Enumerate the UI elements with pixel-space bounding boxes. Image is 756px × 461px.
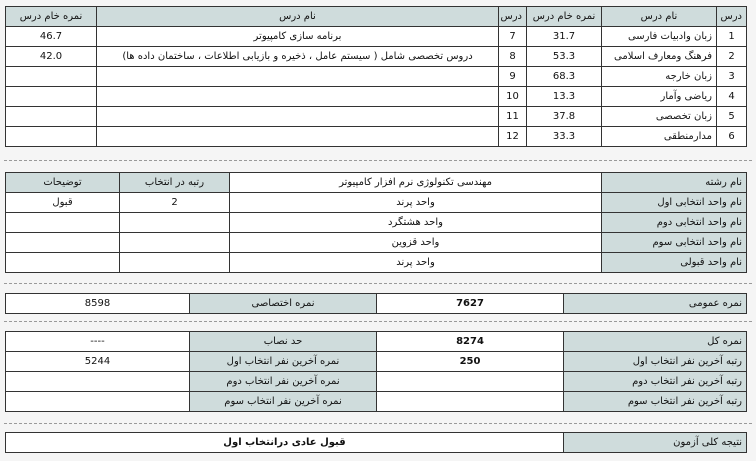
course-number: 7 bbox=[499, 27, 527, 47]
choice-label: نام واحد قبولی bbox=[602, 253, 747, 273]
course-score: 31.7 bbox=[527, 27, 602, 47]
choice-rank bbox=[120, 233, 230, 253]
choice-label: نام واحد انتخابی سوم bbox=[602, 233, 747, 253]
course-number: 1 bbox=[717, 27, 747, 47]
special-score-value: 8598 bbox=[6, 294, 190, 314]
course-score: 68.3 bbox=[527, 67, 602, 87]
course-name: زبان تخصصی bbox=[602, 107, 717, 127]
course-score bbox=[6, 87, 97, 107]
total-score-label: نمره کل bbox=[564, 332, 747, 352]
course-score bbox=[6, 127, 97, 147]
general-scores-table bbox=[5, 293, 747, 314]
table-row bbox=[6, 127, 747, 147]
table-row bbox=[6, 87, 747, 107]
last-score-value bbox=[6, 392, 190, 412]
divider bbox=[4, 160, 752, 161]
last-rank-label: رتبه آخرین نفر انتخاب سوم bbox=[564, 392, 747, 412]
course-name: برنامه سازی کامپیوتر bbox=[97, 27, 499, 47]
notes-header: توضیحات bbox=[6, 173, 120, 193]
course-score: 37.8 bbox=[527, 107, 602, 127]
course-score bbox=[6, 107, 97, 127]
general-score-label: نمره عمومی bbox=[564, 294, 747, 314]
choice-unit: واحد قزوین bbox=[230, 233, 602, 253]
choice-note: قبول bbox=[6, 193, 120, 213]
course-number: 3 bbox=[717, 67, 747, 87]
course-name bbox=[97, 67, 499, 87]
choice-note bbox=[6, 213, 120, 233]
table-row bbox=[6, 253, 747, 273]
quota-value: ---- bbox=[6, 332, 190, 352]
result-table bbox=[5, 432, 747, 453]
result-label: نتیجه کلی آزمون bbox=[564, 433, 747, 453]
grades-header-num: درس bbox=[717, 7, 747, 27]
course-name: ریاضی وآمار bbox=[602, 87, 717, 107]
grades-header-name-2: نام درس bbox=[97, 7, 499, 27]
choice-note bbox=[6, 233, 120, 253]
course-name: دروس تخصصی شامل ( سیستم عامل ، ذخیره و بازیابی اطلاعات ، ساختمان داده ها) bbox=[97, 47, 499, 67]
table-row bbox=[6, 27, 747, 47]
grades-header-num-2: درس bbox=[499, 7, 527, 27]
course-score: 53.3 bbox=[527, 47, 602, 67]
last-score-label: نمره آخرین نفر انتخاب اول bbox=[190, 352, 377, 372]
grades-header-score: نمره خام درس bbox=[527, 7, 602, 27]
divider bbox=[4, 423, 752, 424]
table-row bbox=[6, 67, 747, 87]
choice-unit: واحد پرند bbox=[230, 193, 602, 213]
course-number: 4 bbox=[717, 87, 747, 107]
last-score-label: نمره آخرین نفر انتخاب دوم bbox=[190, 372, 377, 392]
table-row bbox=[6, 233, 747, 253]
last-rank-label: رتبه آخرین نفر انتخاب دوم bbox=[564, 372, 747, 392]
field-name-value: مهندسی تکنولوژی نرم افزار کامپیوتر bbox=[230, 173, 602, 193]
choices-header-row bbox=[6, 173, 747, 193]
last-score-value bbox=[6, 372, 190, 392]
course-name: زبان خارجه bbox=[602, 67, 717, 87]
table-row bbox=[6, 352, 747, 372]
choice-rank bbox=[120, 213, 230, 233]
field-name-label: نام رشته bbox=[602, 173, 747, 193]
course-score: 42.0 bbox=[6, 47, 97, 67]
special-score-label: نمره اختصاصی bbox=[190, 294, 377, 314]
last-rank-value bbox=[377, 372, 564, 392]
course-score bbox=[6, 67, 97, 87]
course-score: 13.3 bbox=[527, 87, 602, 107]
course-name: زبان وادبیات فارسی bbox=[602, 27, 717, 47]
course-number: 9 bbox=[499, 67, 527, 87]
last-score-value: 5244 bbox=[6, 352, 190, 372]
divider bbox=[4, 321, 752, 322]
table-row bbox=[6, 213, 747, 233]
course-score: 46.7 bbox=[6, 27, 97, 47]
grades-table bbox=[5, 6, 747, 147]
divider bbox=[4, 283, 752, 284]
quota-label: حد نصاب bbox=[190, 332, 377, 352]
grades-header-row bbox=[6, 7, 747, 27]
course-name: فرهنگ ومعارف اسلامی bbox=[602, 47, 717, 67]
course-name bbox=[97, 107, 499, 127]
last-rank-value bbox=[377, 392, 564, 412]
general-scores-row bbox=[6, 294, 747, 314]
course-score: 33.3 bbox=[527, 127, 602, 147]
course-number: 5 bbox=[717, 107, 747, 127]
grades-header-name: نام درس bbox=[602, 7, 717, 27]
rank-header: رتبه در انتخاب bbox=[120, 173, 230, 193]
total-score-value: 8274 bbox=[377, 332, 564, 352]
last-score-label: نمره آخرین نفر انتخاب سوم bbox=[190, 392, 377, 412]
table-row bbox=[6, 372, 747, 392]
last-rank-label: رتبه آخرین نفر انتخاب اول bbox=[564, 352, 747, 372]
table-row bbox=[6, 392, 747, 412]
course-number: 8 bbox=[499, 47, 527, 67]
choice-unit: واحد پرند bbox=[230, 253, 602, 273]
course-name: مدارمنطقی bbox=[602, 127, 717, 147]
result-value: قبول عادی درانتخاب اول bbox=[6, 433, 564, 453]
result-row bbox=[6, 433, 747, 453]
course-number: 11 bbox=[499, 107, 527, 127]
course-number: 2 bbox=[717, 47, 747, 67]
table-row bbox=[6, 47, 747, 67]
choice-rank bbox=[120, 253, 230, 273]
choices-table bbox=[5, 172, 747, 273]
course-number: 6 bbox=[717, 127, 747, 147]
table-row bbox=[6, 193, 747, 213]
course-name bbox=[97, 127, 499, 147]
choice-label: نام واحد انتخابی اول bbox=[602, 193, 747, 213]
grades-header-score-2: نمره خام درس bbox=[6, 7, 97, 27]
last-rank-value: 250 bbox=[377, 352, 564, 372]
course-number: 12 bbox=[499, 127, 527, 147]
totals-table bbox=[5, 331, 747, 412]
total-score-row bbox=[6, 332, 747, 352]
course-number: 10 bbox=[499, 87, 527, 107]
choice-note bbox=[6, 253, 120, 273]
choice-rank: 2 bbox=[120, 193, 230, 213]
choice-label: نام واحد انتخابی دوم bbox=[602, 213, 747, 233]
general-score-value: 7627 bbox=[377, 294, 564, 314]
table-row bbox=[6, 107, 747, 127]
choice-unit: واحد هشتگرد bbox=[230, 213, 602, 233]
course-name bbox=[97, 87, 499, 107]
